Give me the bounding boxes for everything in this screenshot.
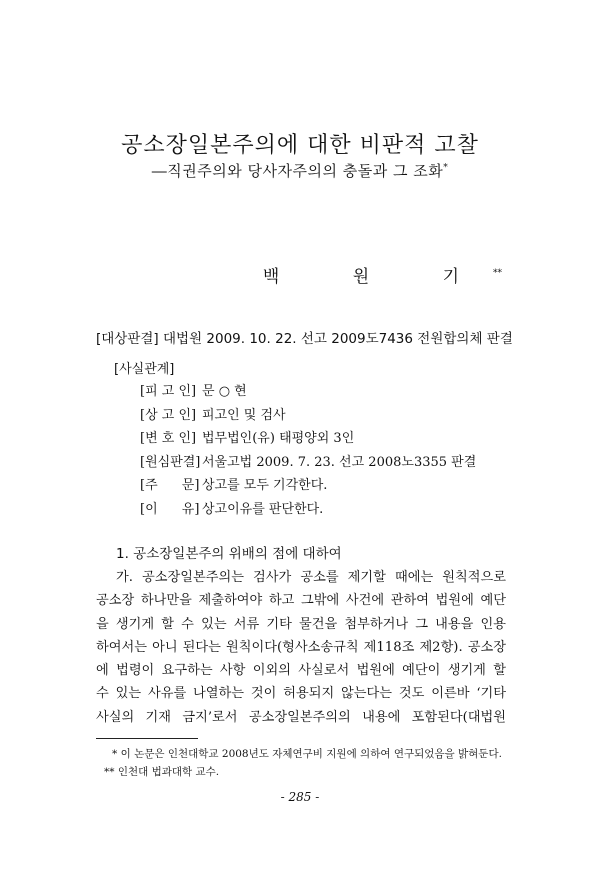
- fact-label: [상 고 인]: [140, 407, 197, 423]
- footnote-1: [112, 746, 502, 761]
- footnote-text: 이 논문은 인천대학교 2008년도 자체연구비 지원에 의하여 연구되었음을 밝혀둔다.: [120, 748, 502, 760]
- body-text: [96, 566, 506, 729]
- fact-label: [원심판결]: [140, 454, 201, 470]
- fact-value: 상고를 모두 기각한다.: [202, 478, 328, 493]
- footnote-text: 인천대 법과대학 교수.: [117, 766, 220, 778]
- body-line: 사실의 기재 금지’로서 공소장일본주의의 내용에 포함된다(대법원: [96, 709, 506, 725]
- subtitle-footnote-mark: *: [443, 163, 449, 173]
- section-heading: 1. 공소장일본주의 위배의 점에 대하여: [116, 546, 342, 562]
- fact-label: [이 유]: [140, 501, 200, 517]
- facts-title: [사실관계]: [114, 362, 175, 377]
- fact-value: 피고인 및 검사: [202, 407, 286, 423]
- fact-row: [140, 404, 476, 428]
- article-title: 공소장일본주의에 대한 비판적 고찰: [121, 133, 479, 158]
- fact-label: [변 호 인]: [140, 431, 197, 446]
- footnote-mark: *: [112, 748, 118, 760]
- author-text: 백 원 기: [262, 267, 493, 287]
- fact-value: 법무법인(유) 태평양외 3인: [202, 431, 355, 446]
- page-number: - 285 -: [280, 790, 320, 804]
- body-line: 공소장 하나만을 제출하여야 하고 그밖에 사건에 관하여 법원에 예단: [96, 593, 506, 609]
- article-subtitle: [0, 160, 600, 181]
- footnote-2: [104, 764, 219, 779]
- author-footnote-mark: **: [493, 268, 502, 279]
- subtitle-text: ―직권주의와 당사자주의의 충돌과 그 조화: [151, 162, 444, 180]
- footnote-mark: **: [104, 766, 115, 778]
- body-line: 수 있는 사유를 나열하는 것이 허용되지 않는다는 것도 이른바 ‘기타: [96, 686, 506, 702]
- fact-label: [주 문]: [140, 478, 200, 493]
- body-line: 을 생기게 할 수 있는 서류 기타 물건을 첨부하거나 그 내용을 인용: [96, 616, 506, 632]
- fact-row: [140, 451, 476, 475]
- body-line: 하여서는 아니 된다는 원칙이다(형사소송규칙 제118조 제2항). 공소장: [96, 639, 506, 655]
- fact-row: [140, 427, 476, 451]
- body-line: 에 법령이 요구하는 사항 이외의 사실로서 법원에 예단이 생기게 할: [96, 663, 506, 679]
- fact-row: [140, 498, 476, 522]
- fact-value: 서울고법 2009. 7. 23. 선고 2008노3355 판결: [202, 454, 477, 470]
- fact-value: 상고이유를 판단한다.: [202, 501, 324, 517]
- fact-value: 문 ○ 현: [202, 384, 247, 399]
- body-line: 가. 공소장일본주의는 검사가 공소를 제기할 때에는 원칙적으로: [116, 570, 506, 585]
- author-name: [263, 262, 502, 287]
- footnote-divider: [96, 738, 198, 739]
- case-heading: [대상판결] 대법원 2009. 10. 22. 선고 2009도7436 전원합의체 판결: [96, 331, 513, 347]
- fact-row: [140, 380, 476, 404]
- fact-label: [피 고 인]: [140, 384, 197, 399]
- facts-list: [140, 380, 476, 521]
- fact-row: [140, 474, 476, 498]
